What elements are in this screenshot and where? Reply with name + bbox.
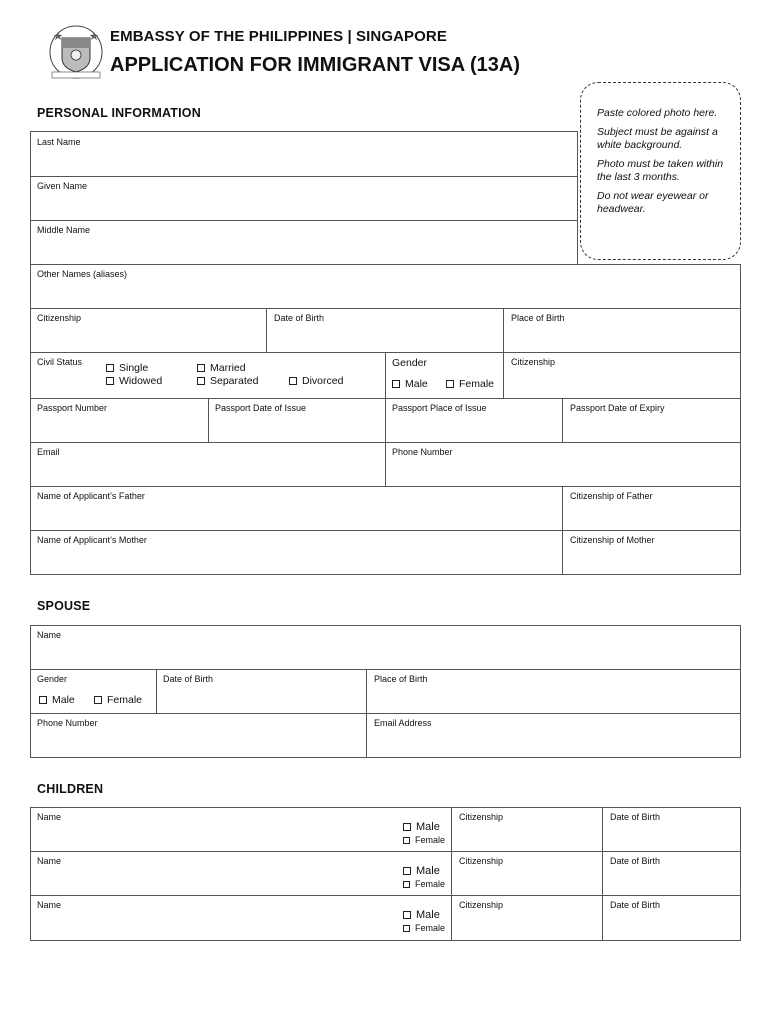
spouse-heading: SPOUSE <box>37 599 91 613</box>
gender-field <box>385 352 504 399</box>
spouse-pob-field[interactable] <box>366 669 741 714</box>
civil-status-label: Civil Status <box>37 357 83 367</box>
mother-citizenship-field[interactable] <box>562 530 741 575</box>
civil-widowed-option[interactable]: Widowed <box>106 375 162 387</box>
date-of-birth-field[interactable] <box>266 308 504 353</box>
date-of-birth-label: Date of Birth <box>274 313 325 323</box>
father-name-label: Name of Applicant’s Father <box>37 491 145 501</box>
spouse-name-label: Name <box>37 630 62 640</box>
civil-married-option[interactable]: Married <box>197 362 246 374</box>
spouse-gender-field <box>30 669 157 714</box>
father-citizenship-label: Citizenship of Father <box>570 491 653 501</box>
place-of-birth-field[interactable] <box>503 308 741 353</box>
checkbox-icon <box>403 837 410 844</box>
passport-issue-date-field[interactable] <box>208 398 386 443</box>
other-names-field[interactable] <box>30 264 741 309</box>
mother-citizenship-label: Citizenship of Mother <box>570 535 655 545</box>
child-citizenship-label: Citizenship <box>459 812 504 822</box>
philippine-seal-icon <box>48 24 104 80</box>
passport-expiry-label: Passport Date of Expiry <box>570 403 665 413</box>
checkbox-icon <box>197 377 205 385</box>
photo-box[interactable] <box>580 82 741 260</box>
photo-instruction-4: Do not wear eyewear or headwear. <box>597 190 709 215</box>
checkbox-icon <box>392 380 400 388</box>
civil-separated-option[interactable]: Separated <box>197 375 258 387</box>
checkbox-icon <box>39 696 47 704</box>
child-dob-label: Date of Birth <box>610 900 661 910</box>
child-citizenship-field[interactable] <box>451 895 603 941</box>
other-names-label: Other Names (aliases) <box>37 269 128 279</box>
last-name-field[interactable] <box>30 131 578 177</box>
phone-label: Phone Number <box>392 447 453 457</box>
child-dob-field[interactable] <box>602 895 741 941</box>
given-name-label: Given Name <box>37 181 88 191</box>
last-name-label: Last Name <box>37 137 81 147</box>
child-citizenship-field[interactable] <box>451 807 603 852</box>
spouse-male-option[interactable]: Male <box>39 694 75 706</box>
spouse-phone-label: Phone Number <box>37 718 98 728</box>
child-name-field[interactable] <box>30 807 452 852</box>
passport-number-field[interactable] <box>30 398 209 443</box>
email-field[interactable] <box>30 442 386 487</box>
gender-female-option[interactable]: Female <box>446 378 494 390</box>
child-female-option[interactable]: Female <box>403 923 445 933</box>
passport-expiry-field[interactable] <box>562 398 741 443</box>
given-name-field[interactable] <box>30 176 578 221</box>
photo-instruction-2: Subject must be against a white background. <box>597 126 718 151</box>
spouse-pob-label: Place of Birth <box>374 674 428 684</box>
child-name-label: Name <box>37 856 62 866</box>
spouse-dob-label: Date of Birth <box>163 674 214 684</box>
checkbox-icon <box>197 364 205 372</box>
spouse-name-field[interactable] <box>30 625 741 670</box>
child-citizenship-label: Citizenship <box>459 856 504 866</box>
spouse-gender-label: Gender <box>37 674 68 684</box>
child-dob-field[interactable] <box>602 851 741 896</box>
spouse-email-label: Email Address <box>374 718 432 728</box>
child-name-label: Name <box>37 900 62 910</box>
checkbox-icon <box>94 696 102 704</box>
spouse-female-option[interactable]: Female <box>94 694 142 706</box>
email-label: Email <box>37 447 60 457</box>
checkbox-icon <box>106 377 114 385</box>
child-male-option[interactable]: Male <box>403 821 440 833</box>
checkbox-icon <box>446 380 454 388</box>
spouse-email-field[interactable] <box>366 713 741 758</box>
child-male-option[interactable]: Male <box>403 909 440 921</box>
spouse-dob-field[interactable] <box>156 669 367 714</box>
middle-name-field[interactable] <box>30 220 578 265</box>
father-name-field[interactable] <box>30 486 563 531</box>
passport-number-label: Passport Number <box>37 403 108 413</box>
children-heading: CHILDREN <box>37 782 104 796</box>
checkbox-icon <box>403 867 411 875</box>
photo-instruction-3: Photo must be taken within the last 3 months. <box>597 158 724 183</box>
child-dob-field[interactable] <box>602 807 741 852</box>
embassy-heading: EMBASSY OF THE PHILIPPINES | SINGAPORE <box>110 28 447 45</box>
citizenship-label: Citizenship <box>37 313 82 323</box>
citizenship-field[interactable] <box>30 308 267 353</box>
mother-name-field[interactable] <box>30 530 563 575</box>
spouse-phone-field[interactable] <box>30 713 367 758</box>
checkbox-icon <box>403 881 410 888</box>
civil-single-option[interactable]: Single <box>106 362 148 374</box>
gender-male-option[interactable]: Male <box>392 378 428 390</box>
checkbox-icon <box>403 911 411 919</box>
child-male-option[interactable]: Male <box>403 865 440 877</box>
child-female-option[interactable]: Female <box>403 879 445 889</box>
passport-issue-place-field[interactable] <box>385 398 563 443</box>
personal-info-heading: PERSONAL INFORMATION <box>37 106 201 120</box>
middle-name-label: Middle Name <box>37 225 91 235</box>
child-citizenship-field[interactable] <box>451 851 603 896</box>
passport-issue-date-label: Passport Date of Issue <box>215 403 307 413</box>
gender-label: Gender <box>392 357 428 369</box>
child-citizenship-label: Citizenship <box>459 900 504 910</box>
mother-name-label: Name of Applicant’s Mother <box>37 535 147 545</box>
photo-instruction-1: Paste colored photo here. <box>597 107 718 119</box>
checkbox-icon <box>403 925 410 932</box>
father-citizenship-field[interactable] <box>562 486 741 531</box>
child-dob-label: Date of Birth <box>610 856 661 866</box>
child-female-option[interactable]: Female <box>403 835 445 845</box>
page-title: APPLICATION FOR IMMIGRANT VISA (13A) <box>110 54 520 76</box>
child-name-field[interactable] <box>30 895 452 941</box>
checkbox-icon <box>403 823 411 831</box>
checkbox-icon <box>106 364 114 372</box>
checkbox-icon <box>289 377 297 385</box>
civil-divorced-option[interactable]: Divorced <box>289 375 343 387</box>
child-name-field[interactable] <box>30 851 452 896</box>
passport-issue-place-label: Passport Place of Issue <box>392 403 487 413</box>
civil-status-field <box>30 352 386 399</box>
phone-field[interactable] <box>385 442 741 487</box>
child-dob-label: Date of Birth <box>610 812 661 822</box>
child-name-label: Name <box>37 812 62 822</box>
citizenship-2-field[interactable] <box>503 352 741 399</box>
citizenship-2-label: Citizenship <box>511 357 556 367</box>
place-of-birth-label: Place of Birth <box>511 313 565 323</box>
